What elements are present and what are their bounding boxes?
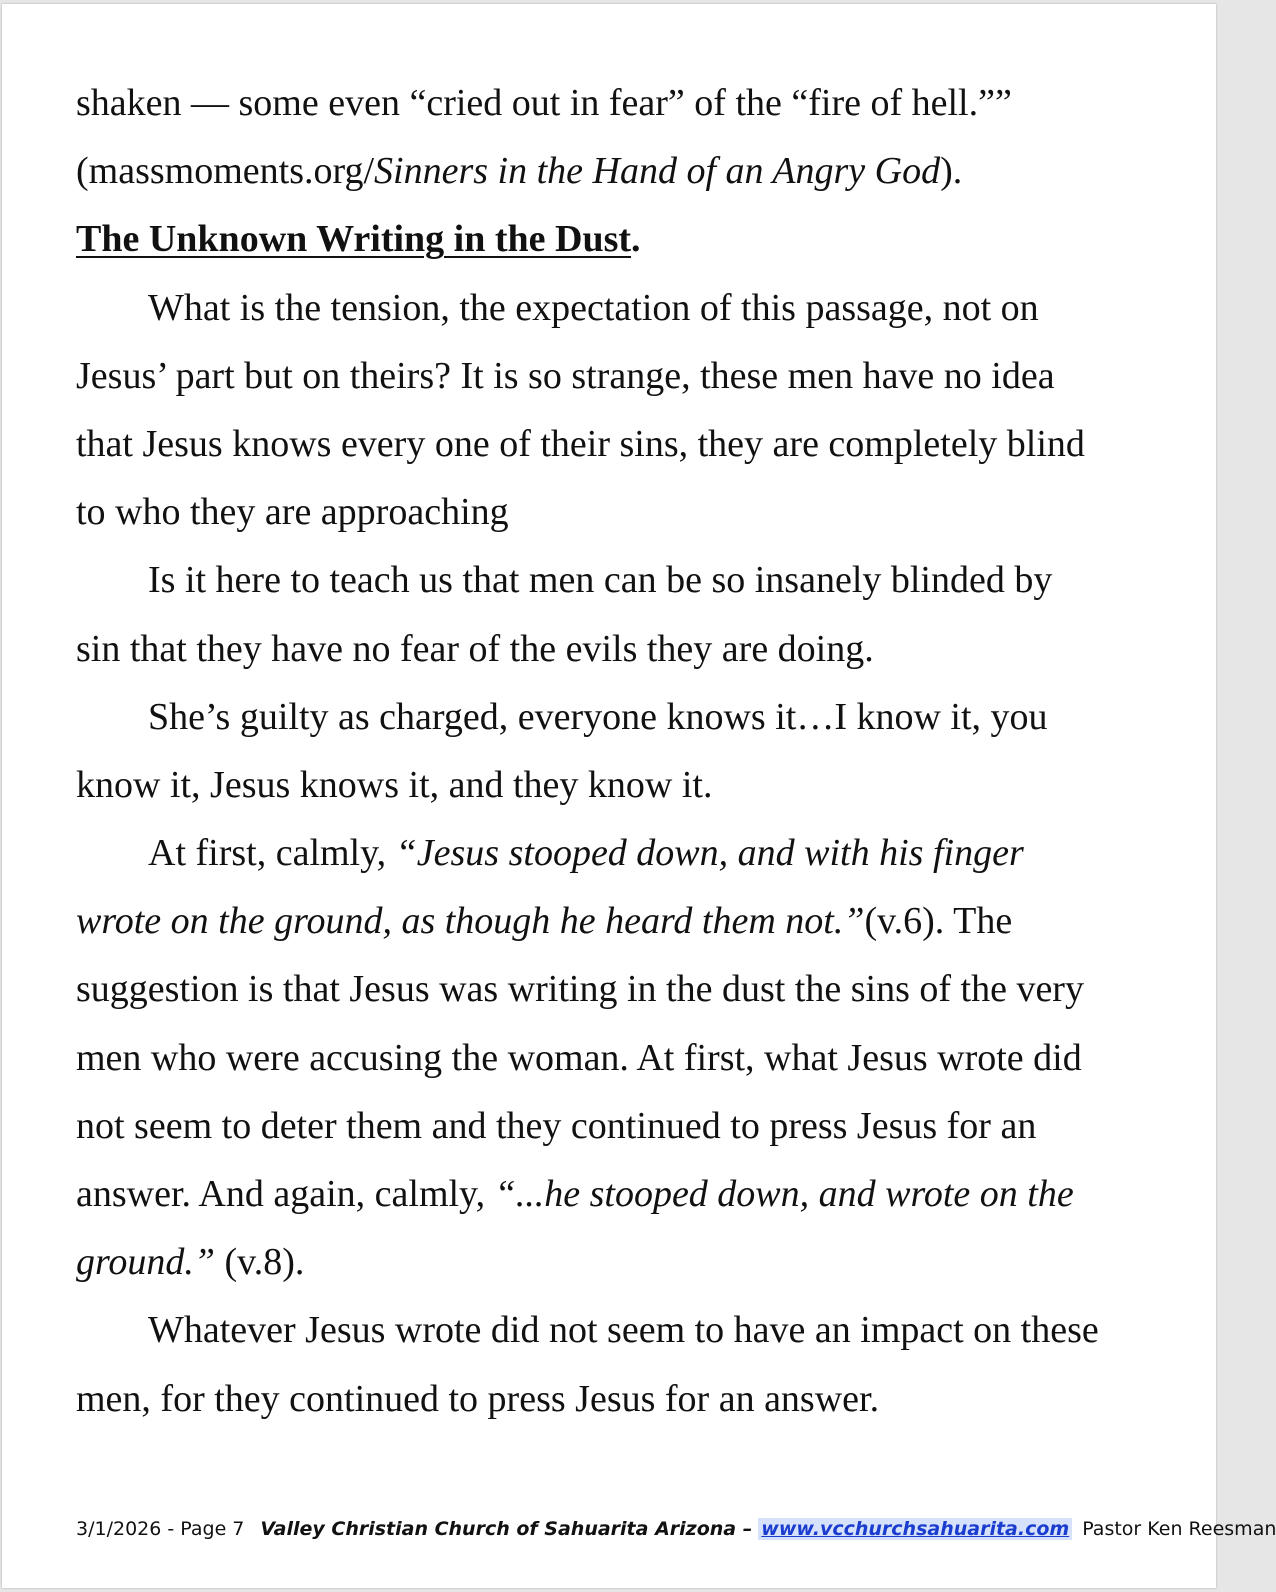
footer-website-link[interactable]: www.vcchurchsahuarita.com [758,1518,1072,1540]
scripture-quote: “Jesus stooped down, and with his finger [395,832,1024,875]
text-line: ground.” (v.8). [76,1241,305,1284]
text-line: wrote on the ground, as though he heard them not.”(v.6). The [76,900,1013,943]
text-line: Jesus’ part but on theirs? It is so strange, these men have no idea [76,354,1055,397]
document-page [2,4,1276,1588]
text-line: Is it here to teach us that men can be so insanely blinded by [148,559,1053,602]
text-line: sin that they have no fear of the evils they are doing. [76,627,874,670]
scripture-quote: ground.” [76,1241,216,1284]
text-line: suggestion is that Jesus was writing in the dust the sins of the very [76,968,1084,1011]
text-line: to who they are approaching [76,491,509,534]
text-line: not seem to deter them and they continued to press Jesus for an [76,1104,1037,1147]
text-line: (massmoments.org/Sinners in the Hand of an Angry God). [76,150,963,193]
footer-pastor-name: Pastor Ken Reesman [1082,1518,1276,1540]
text-line: Whatever Jesus wrote did not seem to have an impact on these [148,1309,1099,1352]
page-footer [76,1518,1276,1540]
text-line: She’s guilty as charged, everyone knows it…I know it, you [148,695,1048,738]
footer-date-page: 3/1/2026 - Page 7 [76,1518,245,1540]
scripture-quote: wrote on the ground, as though he heard them not.” [76,900,865,943]
section-heading: The Unknown Writing in the Dust. [76,218,641,261]
text-line: At first, calmly, “Jesus stooped down, and with his finger [148,832,1024,875]
scripture-quote: “...he stooped down, and wrote on the [494,1173,1074,1215]
sermon-text [76,74,1156,1438]
citation-title: Sinners in the Hand of an Angry God [374,150,941,193]
text-line: men, for they continued to press Jesus for an answer. [76,1377,880,1420]
text-line: shaken — some even “cried out in fear” of the “fire of hell.”” [76,82,1012,124]
text-line: What is the tension, the expectation of this passage, not on [148,286,1039,329]
footer-church-name: Valley Christian Church of Sahuarita Arizona – [260,1518,753,1540]
text-line: answer. And again, calmly, “...he stooped down, and wrote on the [76,1173,1074,1215]
text-line: men who were accusing the woman. At first, what Jesus wrote did [76,1036,1082,1079]
section-heading-text: The Unknown Writing in the Dust [76,218,632,261]
text-line: that Jesus knows every one of their sins, they are completely blind [76,422,1085,465]
text-line: know it, Jesus knows it, and they know it. [76,763,713,806]
